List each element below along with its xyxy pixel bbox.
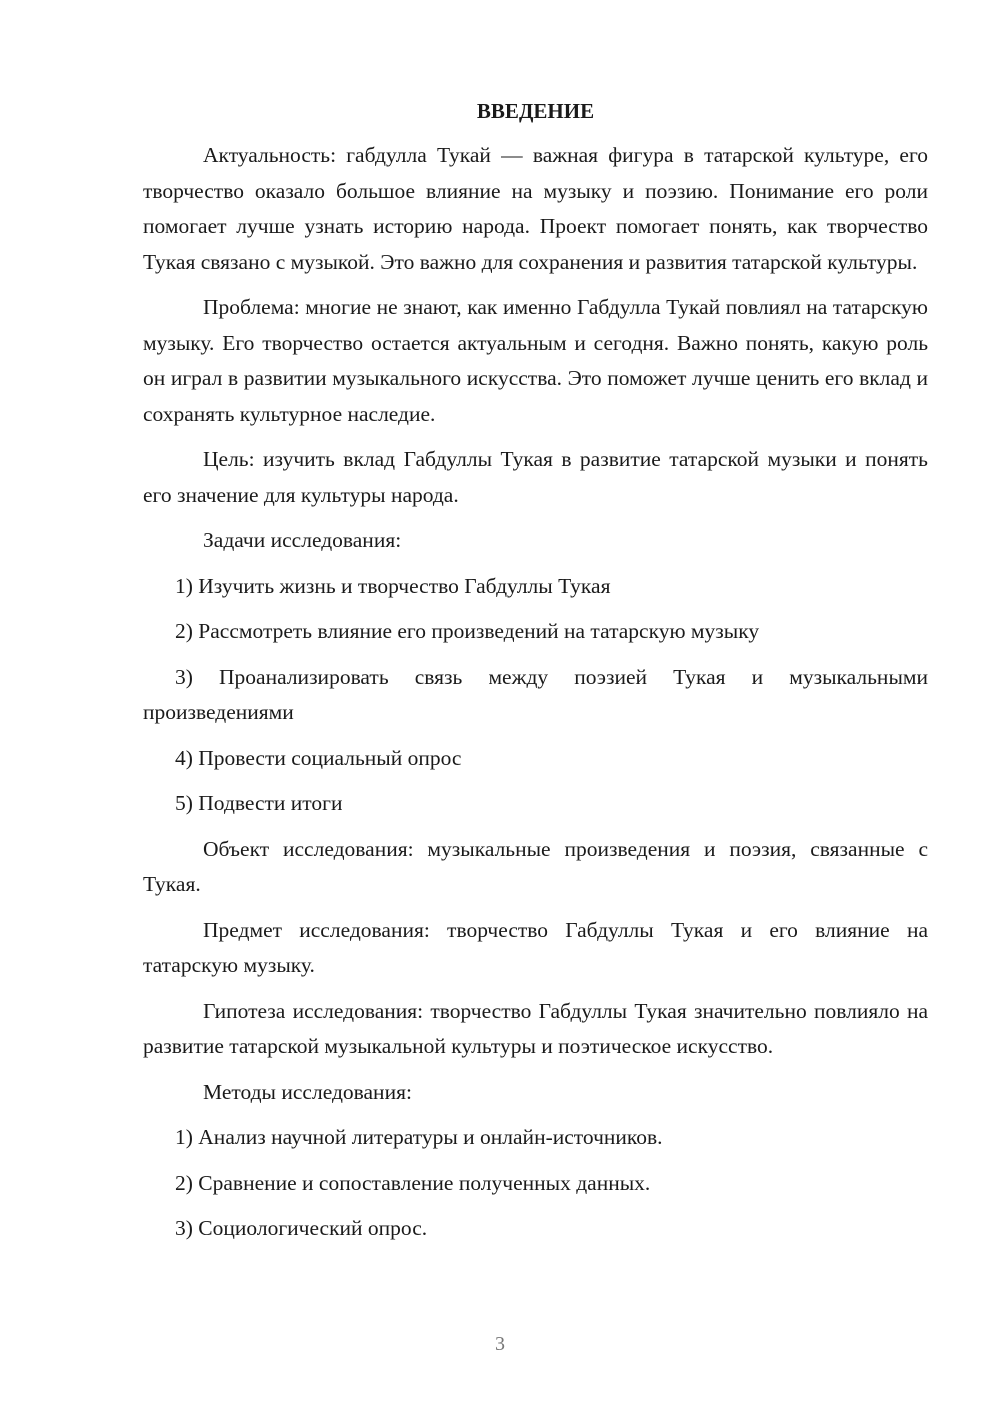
method-item-2: 2) Сравнение и сопоставление полученных данных.: [175, 1170, 651, 1195]
document-page: [143, 96, 928, 1257]
goal-paragraph: Цель: изучить вклад Габдуллы Тукая в развитие татарской музыки и понять его значение для культуры народа.: [143, 447, 928, 507]
task-item-4: 4) Провести социальный опрос: [175, 745, 462, 770]
task-item-5: 5) Подвести итоги: [175, 791, 343, 815]
task-item-1: 1) Изучить жизнь и творчество Габдуллы Тукая: [175, 573, 611, 598]
object-paragraph: Объект исследования: музыкальные произведения и поэзия, связанные с Тукая.: [143, 836, 928, 896]
problem-paragraph: Проблема: многие не знают, как именно Габдулла Тукай повлиял на татарскую музыку. Его творчество остается актуальным и сегодня. Важно понять, какую роль он играл в развитии музыкального искусства. Это поможет лучше ценить его вклад и сохранять культурное наследие.: [143, 295, 928, 426]
tasks-heading: Задачи исследования:: [203, 528, 402, 552]
subject-paragraph: Предмет исследования: творчество Габдуллы Тукая и его влияние на татарскую музыку.: [143, 917, 928, 977]
section-title: ВВЕДЕНИЕ: [476, 99, 595, 123]
methods-heading: Методы исследования:: [203, 1079, 412, 1104]
method-item-3: 3) Социологический опрос.: [175, 1216, 428, 1240]
hypothesis-paragraph: Гипотеза исследования: творчество Габдуллы Тукая значительно повлияло на развитие татарской музыкальной культуры и поэтическое искусство.: [143, 998, 928, 1058]
page-number: 3: [495, 1333, 505, 1355]
method-item-1: 1) Анализ научной литературы и онлайн-источников.: [175, 1125, 663, 1149]
relevance-paragraph: Актуальность: габдулла Тукай — важная фигура в татарской культуре, его творчество оказало большое влияние на музыку и поэзию. Понимание его роли помогает лучше узнать историю народа. Проект помогает понять, как творчество Тукая связано с музыкой. Это важно для сохранения и развития татарской культуры.: [143, 143, 928, 274]
task-item-3: 3) Проанализировать связь между поэзией Тукая и музыкальными произведениями: [143, 664, 928, 724]
task-item-2: 2) Рассмотреть влияние его произведений на татарскую музыку: [175, 619, 760, 643]
